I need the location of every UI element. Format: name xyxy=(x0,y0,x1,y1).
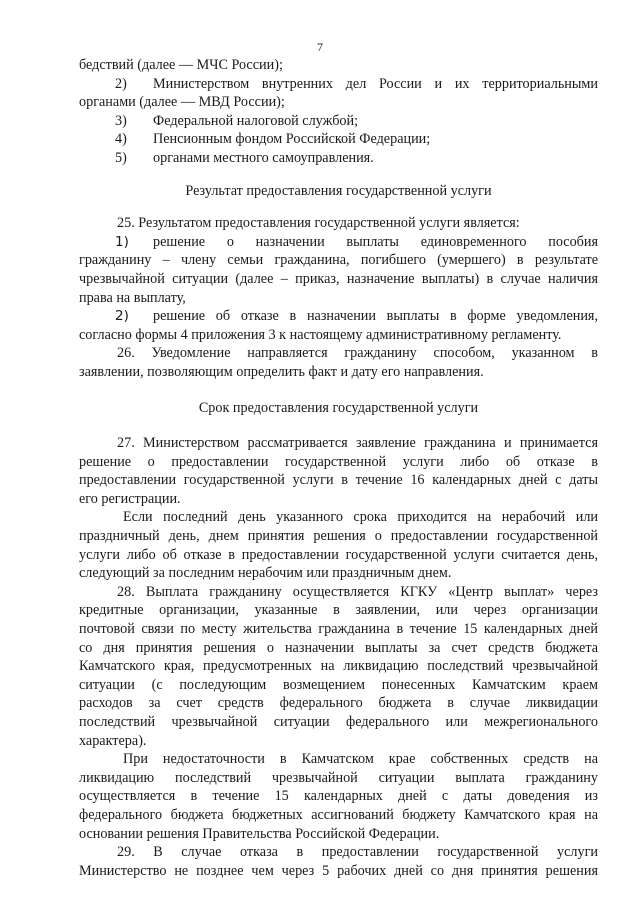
line: согласно формы 4 приложения 3 к настоящему административному регламенту. xyxy=(79,326,562,343)
list-text: Министерством внутренних дел России и их территориальными xyxy=(153,75,598,92)
document-body xyxy=(79,56,598,880)
line: решение о предоставлении государственной услуги либо об отказе в xyxy=(79,453,598,470)
line: бедствий (далее — МЧС России); xyxy=(79,57,283,73)
line: праздничный день, днем принятия решения о предоставлении государственной xyxy=(79,528,598,545)
list-text: Федеральной налоговой службой; xyxy=(153,112,359,129)
line: услуги либо об отказе в предоставлении государственной услуги считается день, xyxy=(79,546,598,563)
list-item xyxy=(79,307,598,326)
line: гражданину – члену семьи гражданина, погибшего (умершего) в результате xyxy=(79,252,598,269)
line: следующий за последним нерабочим или праздничным днем. xyxy=(79,565,452,582)
line: характера). xyxy=(79,732,147,749)
list-item xyxy=(79,149,598,168)
list-number: 3) xyxy=(115,112,127,129)
line: чрезвычайной ситуации (далее – приказ, назначение выплаты) в случае наличия xyxy=(79,270,598,287)
list-item xyxy=(79,233,598,252)
line: осуществляется в течение 15 календарных дней с даты доведения из xyxy=(79,788,598,805)
line: ситуации (с последующим возмещением понесенных Камчатским краем xyxy=(79,676,598,693)
line: предоставлении государственной услуги в течение 16 календарных дней с даты xyxy=(79,472,598,489)
list-text: органами местного самоуправления. xyxy=(153,149,374,166)
list-item xyxy=(79,130,598,149)
section-heading: Результат предоставления государственной услуги xyxy=(185,182,492,199)
line: расходов за счет средств федерального бюджета в случае ликвидации xyxy=(79,695,598,712)
line: органами (далее — МВД России); xyxy=(79,94,285,111)
line: федерального бюджета бюджетных ассигнований бюджету Камчатского края на xyxy=(79,806,598,823)
list-item xyxy=(79,75,598,94)
paragraph: 25. Результатом предоставления государственной услуги является: xyxy=(117,215,520,232)
list-number: 1) xyxy=(115,233,129,250)
list-number: 2) xyxy=(115,75,127,92)
line: Камчатского края, предусмотренных на ликвидацию последствий чрезвычайной xyxy=(79,658,598,675)
list-number: 5) xyxy=(115,149,127,166)
list-number: 2) xyxy=(115,308,129,325)
line: Министерство не позднее чем через 5 рабочих дней со дня принятия решения xyxy=(79,862,598,879)
line: 29. В случае отказа в предоставлении государственной услуги xyxy=(117,844,598,861)
line: кредитные организации, указанные в заявлении, или через организации xyxy=(79,602,598,619)
list-text: Пенсионным фондом Российской Федерации; xyxy=(153,131,431,148)
list-number: 4) xyxy=(115,131,127,148)
list-text: решение об отказе в назначении выплаты в форме уведомления, xyxy=(153,308,598,325)
line: 28. Выплата гражданину осуществляется КГКУ «Центр выплат» через xyxy=(117,583,598,600)
line: 27. Министерством рассматривается заявление гражданина и принимается xyxy=(117,435,598,452)
page-number: 7 xyxy=(317,40,323,54)
line: его регистрации. xyxy=(79,490,181,507)
line: ликвидацию последствий чрезвычайной ситуации выплата гражданину xyxy=(79,769,598,786)
list-item xyxy=(79,112,598,131)
list-text: решение о назначении выплаты единовременного пособия xyxy=(153,233,598,250)
line: права на выплату, xyxy=(79,289,186,306)
line: 26. Уведомление направляется гражданину способом, указанном в xyxy=(117,345,598,362)
line: При недостаточности в Камчатском крае собственных средств на xyxy=(123,751,598,768)
line: основании решения Правительства Российской Федерации. xyxy=(79,825,440,842)
line: Если последний день указанного срока приходится на нерабочий или xyxy=(123,509,598,526)
section-heading: Срок предоставления государственной услуги xyxy=(198,399,479,416)
line: заявлении, позволяющим определить факт и дату его направления. xyxy=(79,363,484,380)
line: последствий чрезвычайной ситуации федерального или межрегионального xyxy=(79,714,598,730)
line: со дня принятия решения о назначении выплаты за счет средств бюджета xyxy=(79,639,598,656)
line: почтовой связи по месту жительства гражданина в течение 15 календарных дней xyxy=(79,621,598,638)
